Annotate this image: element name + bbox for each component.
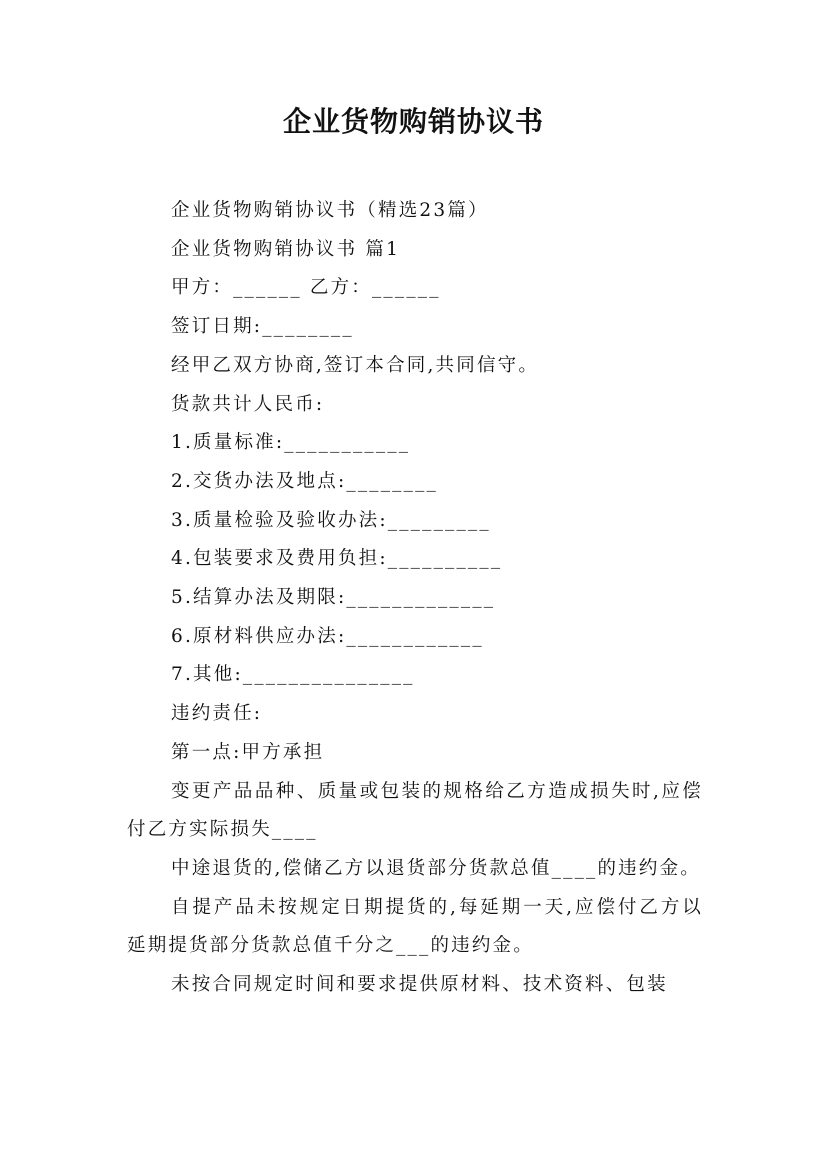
paragraph-pickup-delay: 自提产品未按规定日期提货的,每延期一天,应偿付乙方以延期提货部分货款总值千分之___的违约金。 (127, 896, 703, 957)
paragraph-change-spec: 变更产品品种、质量或包装的规格给乙方造成损失时,应偿付乙方实际损失____ (127, 780, 703, 841)
clause-materials: 6.原材料供应办法:____________ (171, 625, 484, 647)
payment-total-line: 货款共计人民币: (171, 393, 325, 415)
clause-quality-standard: 1.质量标准:___________ (171, 432, 411, 454)
point-one-heading: 第一点:甲方承担 (171, 741, 325, 763)
liability-heading: 违约责任: (171, 703, 263, 725)
parties-line: 甲方：______ 乙方：______ (171, 277, 441, 299)
subtitle-line: 企业货物购销协议书（精选23篇） (171, 200, 489, 221)
clause-settlement: 5.结算办法及期限:_____________ (171, 587, 496, 609)
document-body (127, 192, 703, 1005)
agreement-line: 经甲乙双方协商,签订本合同,共同信守。 (171, 354, 540, 376)
sign-date-line: 签订日期:________ (171, 316, 354, 338)
paragraph-materials-delay: 未按合同规定时间和要求提供原材料、技术资料、包装 (171, 974, 668, 996)
clause-delivery: 2.交货办法及地点:________ (171, 470, 438, 492)
clause-other: 7.其他:_______________ (171, 664, 415, 686)
paragraph-return: 中途退货的,偿储乙方以退货部分货款总值____的违约金。 (171, 857, 701, 879)
document-title: 企业货物购销协议书 (282, 105, 544, 138)
clause-packaging: 4.包装要求及费用负担:__________ (171, 548, 503, 570)
clause-inspection: 3.质量检验及验收办法:_________ (171, 509, 491, 531)
section-heading: 企业货物购销协议书 篇1 (171, 238, 401, 260)
